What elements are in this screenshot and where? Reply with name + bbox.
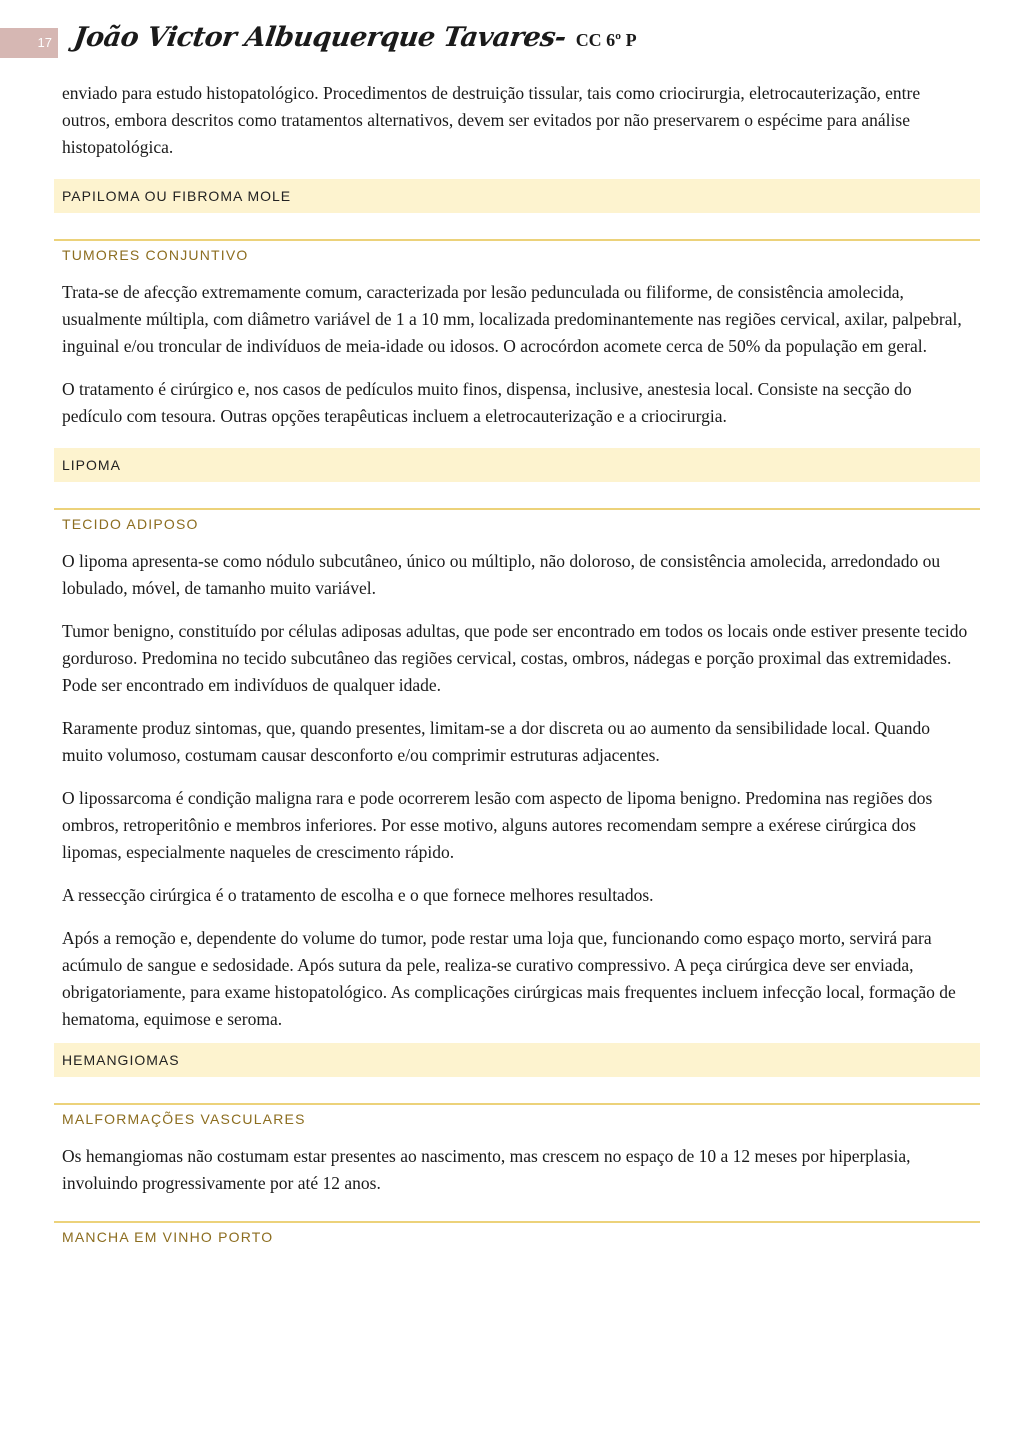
paragraph: O lipoma apresenta-se como nódulo subcutâneo, único ou múltiplo, não doloroso, de consistência amolecida, arredondado ou lobulado, móvel, de tamanho muito variável. [62,551,941,598]
paragraph: Tumor benigno, constituído por células adiposas adultas, que pode ser encontrado em todos os locais onde estiver presente tecido gorduroso. Predomina no tecido subcutâneo das regiões cervical, costas, ombros, nádegas e porção proximal das extremidades. Pode ser encontrado em indivíduos de qualquer idade. [62,621,968,695]
paragraph: A ressecção cirúrgica é o tratamento de escolha e o que fornece melhores resultados. [62,885,654,905]
subsection-heading-tumores-conjuntivo: TUMORES CONJUNTIVO [54,239,980,273]
paragraph: O tratamento é cirúrgico e, nos casos de pedículos muito finos, dispensa, inclusive, anestesia local. Consiste na secção do pedículo com tesoura. Outras opções terapêuticas incluem a eletrocauterização e a criocirurgia. [62,379,912,426]
page-header [71,22,637,62]
course-label: CC 6º P [575,30,637,50]
subsection-heading-mancha-vinho-porto: MANCHA EM VINHO PORTO [54,1221,980,1255]
paragraph: O lipossarcoma é condição maligna rara e pode ocorrerem lesão com aspecto de lipoma benigno. Predomina nas regiões dos ombros, retroperitônio e membros inferiores. Por esse motivo, alguns autores recomendam sempre a exérese cirúrgica dos lipomas, especialmente naqueles de crescimento rápido. [62,788,933,862]
paragraph: Raramente produz sintomas, que, quando presentes, limitam-se a dor discreta ou ao aumento da sensibilidade local. Quando muito volumoso, costumam causar desconforto e/ou comprimir estruturas adjacentes. [62,718,930,765]
section-heading-papiloma: PAPILOMA OU FIBROMA MOLE [54,179,980,213]
section-heading-lipoma: LIPOMA [54,448,980,482]
section-heading-hemangiomas: HEMANGIOMAS [54,1043,980,1077]
document-body [62,80,972,1255]
page-number: 17 [0,28,58,58]
paragraph: Os hemangiomas não costumam estar presentes ao nascimento, mas crescem no espaço de 10 a 12 meses por hiperplasia, involuindo progressivamente por até 12 anos. [62,1146,911,1193]
paragraph: Trata-se de afecção extremamente comum, caracterizada por lesão pedunculada ou filiforme, de consistência amolecida, usualmente múltipla, com diâmetro variável de 1 a 10 mm, localizada predominantemente nas regiões cervical, axilar, palpebral, inguinal e/ou troncular de indivíduos de meia-idade ou idosos. O acrocórdon acomete cerca de 50% da população em geral. [62,282,962,356]
subsection-heading-tecido-adiposo: TECIDO ADIPOSO [54,508,980,542]
author-name: João Victor Albuquerque Tavares- [71,22,568,53]
paragraph: Após a remoção e, dependente do volume do tumor, pode restar uma loja que, funcionando como espaço morto, servirá para acúmulo de sangue e sedosidade. Após sutura da pele, realiza-se curativo compressivo. A peça cirúrgica deve ser enviada, obrigatoriamente, para exame histopatológico. As complicações cirúrgicas mais frequentes incluem infecção local, formação de hematoma, equimose e seroma. [62,928,956,1029]
intro-paragraph: enviado para estudo histopatológico. Procedimentos de destruição tissular, tais como criocirurgia, eletrocauterização, entre outros, embora descritos como tratamentos alternativos, devem ser evitados por não preservarem o espécime para análise histopatológica. [62,83,921,157]
subsection-heading-malformacoes-vasculares: MALFORMAÇÕES VASCULARES [54,1103,980,1137]
